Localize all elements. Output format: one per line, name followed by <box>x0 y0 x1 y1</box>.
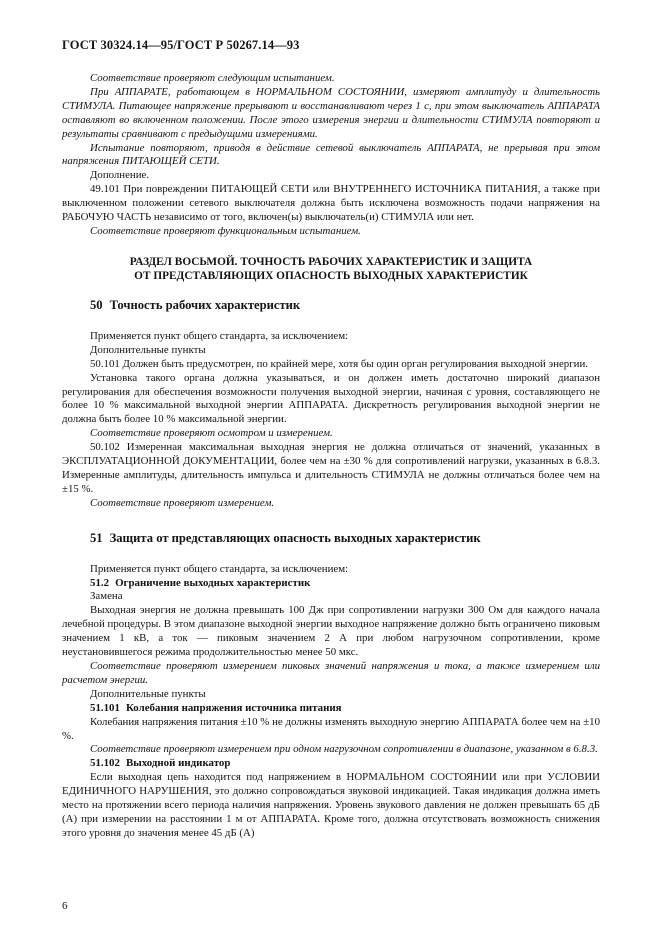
paragraph: Соответствие проверяют измерением. <box>90 496 275 509</box>
paragraph: Соответствие проверяют измерением при одном нагрузочном сопротивлении в диапазоне, указанном в 6.8.3. <box>90 743 598 756</box>
clause-49-101: 49.101 При повреждении ПИТАЮЩЕЙ СЕТИ или ВНУТРЕННЕГО ИСТОЧНИКА ПИТАНИЯ, а также при выключенном положении сетевого выключателя должна быть исключена возможность подачи напряжения на РАБОЧУЮ ЧАСТЬ независимо от того, включен(ы) выключатель(и) СТИМУЛА или нет. <box>62 183 600 224</box>
section-heading-line-2: ОТ ПРЕДСТАВЛЯЮЩИХ ОПАСНОСТЬ ВЫХОДНЫХ ХАРАКТЕРИСТИК <box>134 270 528 283</box>
clause-number: 51.2 <box>90 576 110 589</box>
paragraph: Выходная энергия не должна превышать 100 Дж при сопротивлении нагрузки 300 Ом для каждого начала лечебной процедуры. В этом диапазоне выходной энергии выходное напряжение должно быть ограничено пиковым значением 1 кВ, а ток — пиковым значением 2 А при любом нагрузочном сопротивлении, кроме неустановившегося режима продолжительностью менее 50 мкс. <box>62 604 600 659</box>
clause-50-heading <box>90 298 600 313</box>
paragraph: Установка такого органа должна указываться, и он должен иметь достаточно широкий диапазон регулирования для обеспечения возможности получения выходной энергии, начиная с уровня, составляющего не более 10 % максимальной выходной энергии АППАРАТА. Дискретность регулирования выходной энергии не должна быть более 10 % максимальной энергии. <box>62 371 600 426</box>
paragraph: Дополнительные пункты <box>90 343 206 356</box>
paragraph: Замена <box>90 590 123 603</box>
paragraph: Испытание повторяют, приводя в действие сетевой выключатель АППАРАТА, не прерывая при этом напряжения ПИТАЮЩЕЙ СЕТИ. <box>62 141 600 168</box>
clause-number: 51.102 <box>90 757 120 770</box>
paragraph: Дополнительные пункты <box>90 687 206 700</box>
clause-title: Защита от представляющих опасность выходных характеристик <box>109 530 481 545</box>
section-heading <box>62 255 600 284</box>
paragraph: Соответствие проверяют осмотром и измерением. <box>90 427 333 440</box>
clause-51-heading <box>90 531 600 546</box>
clause-number: 50 <box>90 297 103 312</box>
clause-title: Точность рабочих характеристик <box>109 297 301 312</box>
clause-51-2-heading <box>62 577 600 591</box>
clause-51-101-heading <box>62 702 600 716</box>
page-number: 6 <box>62 900 68 912</box>
paragraph: Если выходная цепь находится под напряжением в НОРМАЛЬНОМ СОСТОЯНИИ или при УСЛОВИИ ЕДИНИЧНОГО НАРУШЕНИЯ, это должно сопровождаться звуковой индикацией. Такая индикация должна иметь место на протяжении всего периода наличия напряжения. Уровень звукового давления не должен превышать 65 дБ (А) при измерении на расстоянии 1 м от АППАРАТА. Кроме того, должна отсутствовать возможность снижения этого уровня до значения менее 45 дБ (А) <box>62 771 600 839</box>
clause-50-102: 50.102 Измеренная максимальная выходная энергия не должна отличаться от значений, указанных в ЭКСПЛУАТАЦИОННОЙ ДОКУМЕНТАЦИИ, более чем на ±30 % для сопротивлений нагрузки, указанных в 6.8.3. Измеренные амплитуды, длительность импульса и длительность СТИМУЛА не должны отличаться более чем на ±15 %. <box>62 441 600 495</box>
page-body <box>62 72 600 841</box>
clause-title: Выходной индикатор <box>125 757 231 770</box>
clause-51-102-heading <box>62 757 600 771</box>
clause-title: Колебания напряжения источника питания <box>125 701 342 714</box>
paragraph: При АППАРАТЕ, работающем в НОРМАЛЬНОМ СОСТОЯНИИ, измеряют амплитуду и длительность СТИМУЛА. Питающее напряжение прерывают и восстанавливают через 1 с, при этом выключатель АППАРАТА оставляют во включенном положении. После этого измерения энергии и длительности СТИМУЛА повторяют и результаты сравнивают с предыдущими измерениями. <box>62 85 600 140</box>
paragraph: Колебания напряжения питания ±10 % не должны изменять выходную энергию АППАРАТА более чем на ±10 %. <box>62 715 600 742</box>
clause-50-101: 50.101 Должен быть предусмотрен, по крайней мере, хотя бы один орган регулирования выходной энергии. <box>90 357 588 370</box>
clause-title: Ограничение выходных характеристик <box>115 576 311 589</box>
paragraph: Соответствие проверяют следующим испытанием. <box>90 72 335 84</box>
paragraph: Применяется пункт общего стандарта, за исключением: <box>90 329 349 342</box>
paragraph: Соответствие проверяют функциональным испытанием. <box>90 224 361 237</box>
paragraph: Соответствие проверяют измерением пиковых значений напряжения и тока, а также измерением или расчетом энергии. <box>62 660 600 686</box>
paragraph: Дополнение. <box>90 169 150 182</box>
clause-number: 51.101 <box>90 701 120 714</box>
paragraph: Применяется пункт общего стандарта, за исключением: <box>90 562 349 575</box>
section-heading-line-1: РАЗДЕЛ ВОСЬМОЙ. ТОЧНОСТЬ РАБОЧИХ ХАРАКТЕРИСТИК И ЗАЩИТА <box>129 255 533 268</box>
running-header: ГОСТ 30324.14—95/ГОСТ Р 50267.14—93 <box>62 38 300 52</box>
clause-number: 51 <box>90 530 103 545</box>
